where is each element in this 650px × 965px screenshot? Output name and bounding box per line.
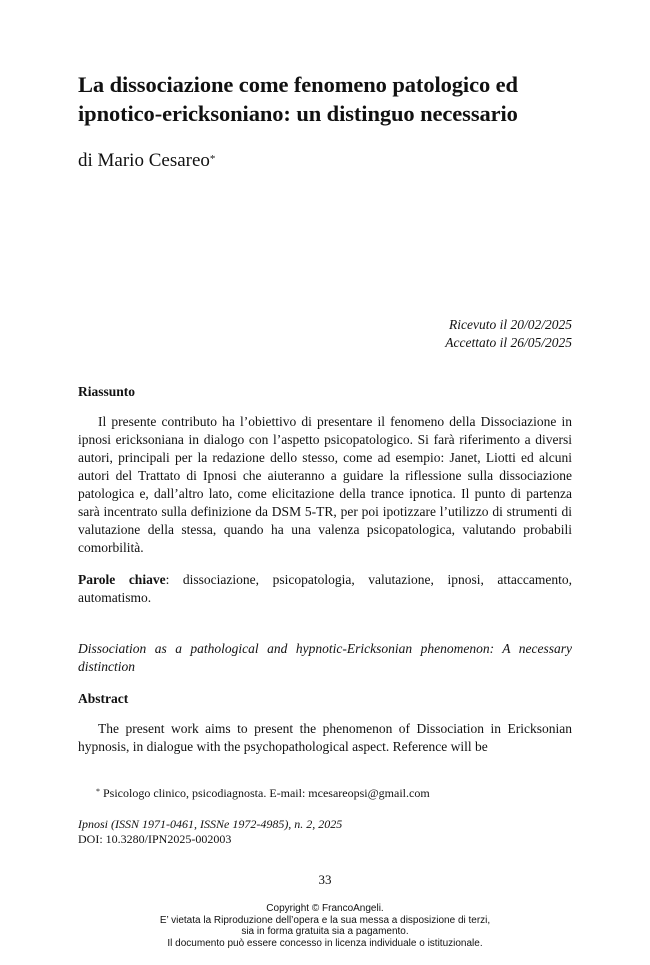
copyright-notice <box>0 903 650 949</box>
journal-info <box>78 817 342 847</box>
accepted-date: Accettato il 26/05/2025 <box>445 335 572 350</box>
author-name: di Mario Cesareo <box>78 150 210 171</box>
copyright-line-4: Il documento può essere concesso in licenza individuale o istituzionale. <box>167 937 483 949</box>
author-line <box>78 150 215 172</box>
copyright-line-3: sia in forma gratuita sia a pagamento. <box>241 926 409 937</box>
riassunto-heading: Riassunto <box>78 384 136 399</box>
keywords-paragraph <box>78 571 572 607</box>
copyright-line-2: E’ vietata la Riproduzione dell’opera e la sua messa a disposizione di terzi, <box>159 914 491 926</box>
page-number: 33 <box>318 872 332 887</box>
received-date: Ricevuto il 20/02/2025 <box>449 317 572 332</box>
submission-dates <box>445 316 572 352</box>
title-line-1: La dissociazione come fenomeno patologico ed <box>78 72 518 97</box>
footnote-mark: * <box>96 787 100 796</box>
author-footnote-mark: * <box>209 153 216 165</box>
journal-citation: Ipnosi (ISSN 1971-0461, ISSNe 1972-4985), n. 2, 2025 <box>78 817 343 831</box>
riassunto-text: Il presente contributo ha l’obiettivo di presentare il fenomeno della Dissociazione in ipnosi ericksoniana in dialogo con l’aspetto psicopatologico. Si farà riferimento a diversi autori, principali per la redazione dello stesso, come ad esempio: Janet, Liotti ed alcuni autori del Trattato di Ipnosi che aiuteranno a guidare la riflessione sulla dissociazione patologica e, dall’altro lato, come elicitazione della trance ipnotica. Il punto di partenza sarà incentrato sulla definizione da DSM 5-TR, per poi ipotizzare l’utilizzo di strumenti di valutazione della stessa, quando ha una valenza psicopatologica, valutando probabili comorbilità. <box>78 414 572 555</box>
english-title: Dissociation as a pathological and hypnotic-Ericksonian phenomenon: A necessary distinction <box>78 641 572 674</box>
journal-doi: DOI: 10.3280/IPN2025-002003 <box>78 832 232 846</box>
article-title <box>78 70 578 128</box>
abstract-text: The present work aims to present the phenomenon of Dissociation in Ericksonian hypnosis, in dialogue with the psychopathological aspect. Reference will be <box>78 721 572 754</box>
title-line-2: ipnotico-ericksoniano: un distinguo necessario <box>78 101 518 126</box>
keywords-text: : dissociazione, psicopatologia, valutazione, ipnosi, attaccamento, automatismo. <box>78 572 573 605</box>
keywords-label: Parole chiave <box>78 572 166 587</box>
abstract-heading: Abstract <box>78 691 129 706</box>
copyright-line-1: Copyright © FrancoAngeli. <box>266 903 384 914</box>
footnote-text: Psicologo clinico, psicodiagnosta. E-mail: mcesareopsi@gmail.com <box>103 786 430 800</box>
author-footnote <box>96 785 430 801</box>
